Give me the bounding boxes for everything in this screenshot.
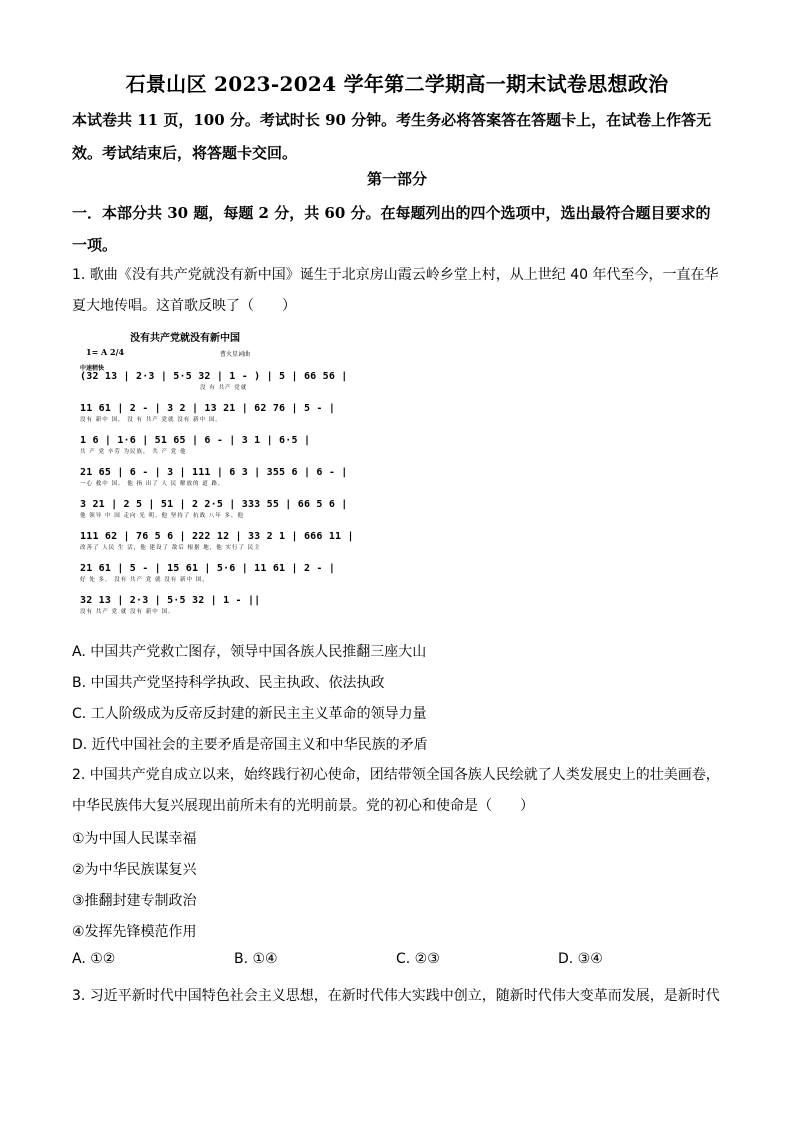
score-row xyxy=(80,531,354,551)
sheet-music-title: 没有共产党就没有新中国 xyxy=(130,333,240,344)
score-notes: 1 6 | 1·6 | 51 65 | 6 - | 3 1 | 6·5 | xyxy=(80,435,311,446)
score-lyrics: 一心 救中 国。 他 指 出了 人 民 解放的 道 路， xyxy=(80,481,225,487)
sheet-music-key: 1= A 2/4 xyxy=(86,347,125,357)
question-2-choice-c: C. ②③ xyxy=(396,951,440,967)
exam-instructions: 本试卷共 11 页，100 分。考试时长 90 分钟。考生务必将答案答在答题卡上，在试卷上作答无效。考试结束后，将答题卡交回。 xyxy=(72,111,712,162)
score-row xyxy=(80,403,336,423)
score-notes: 21 65 | 6 - | 3 | 111 | 6 3 | 355 6 | 6 - | xyxy=(80,467,348,478)
question-2-stem: 2. 中国共产党自成立以来，始终践行初心使命，团结带领全国各族人民绘就了人类发展史上的壮美画卷，中华民族伟大复兴展现出前所未有的光明前景。党的初心和使命是（ ） xyxy=(72,767,720,814)
score-notes: 111 62 | 76 5 6 | 222 12 | 33 2 1 | 666 11 | xyxy=(80,531,354,542)
score-lyrics: 他 领导 中 国 走向 光 明。他 坚持了 抗战 八年 多，他 xyxy=(80,513,244,519)
score-lyrics: 好 处 多。 没有 共产 党 就 没有 新中 国， xyxy=(80,577,209,583)
question-1-option-d: D. 近代中国社会的主要矛盾是帝国主义和中华民族的矛盾 xyxy=(72,737,428,753)
score-row xyxy=(80,435,311,455)
question-2-item: ③推翻封建专制政治 xyxy=(72,893,197,909)
question-2-choice-d: D. ③④ xyxy=(558,951,603,967)
sheet-music-credit: 曹火星词曲 xyxy=(220,351,251,358)
score-lyrics: 没有 新中 国， 没 有 共产 党就 没有 新中 国。 xyxy=(80,417,222,423)
score-notes: 21 61 | 5 - | 15 61 | 5·6 | 11 61 | 2 - | xyxy=(80,563,336,574)
question-1-option-c: C. 工人阶级成为反帝反封建的新民主主义革命的领导力量 xyxy=(72,706,427,722)
exam-title: 石景山区 2023-2024 学年第二学期高一期末试卷思想政治 xyxy=(125,72,669,96)
score-row xyxy=(80,467,348,487)
score-row xyxy=(80,595,300,615)
question-2-item: ①为中国人民谋幸福 xyxy=(72,831,197,847)
score-notes: 3 21 | 2 5 | 51 | 2 2·5 | 333 55 | 66 5 6 | xyxy=(80,499,348,510)
question-2-choice-b: B. ①④ xyxy=(234,951,278,967)
score-notes: (32 13 | 2·3 | 5·5 32 | 1 - ) | 5 | 66 56 | xyxy=(80,371,348,382)
question-1-option-b: B. 中国共产党坚持科学执政、民主执政、依法执政 xyxy=(72,675,385,691)
score-lyrics: 共 产 党 辛劳 为民族， 共 产 党 他 xyxy=(80,449,187,455)
section-instructions: 一．本部分共 30 题，每题 2 分，共 60 分。在每题列出的四个选项中，选出最符合题目要求的一项。 xyxy=(72,204,711,254)
question-2-choice-a: A. ①② xyxy=(72,951,116,967)
question-1-stem: 1. 歌曲《没有共产党就没有新中国》诞生于北京房山霞云岭乡堂上村，从上世纪 40 年代至今，一直在华夏大地传唱。这首歌反映了（ ） xyxy=(72,267,719,314)
sheet-music-tempo: 中速稍快 xyxy=(80,365,105,372)
score-notes: 11 61 | 2 - | 3 2 | 13 21 | 62 76 | 5 - | xyxy=(80,403,336,414)
score-row xyxy=(80,563,336,583)
question-2-item: ④发挥先锋模范作用 xyxy=(72,924,197,940)
sheet-music-figure xyxy=(80,325,354,625)
question-3-stem: 3. 习近平新时代中国特色社会主义思想，在新时代伟大实践中创立，随新时代伟大变革而发展，是新时代 xyxy=(72,988,720,1004)
score-lyrics: 没 有 共产 党就 xyxy=(200,385,248,391)
question-1-option-a: A. 中国共产党救亡图存，领导中国各族人民推翻三座大山 xyxy=(72,644,427,660)
question-2-item: ②为中华民族谋复兴 xyxy=(72,862,197,878)
score-lyrics: 没有 共产 党 就 没有 新中 国。 xyxy=(80,609,175,615)
score-row xyxy=(80,371,348,391)
score-row xyxy=(80,499,348,519)
score-lyrics: 改善了 人民 生 活，他 建设了 敌后 根据 地，他 实行了 民主 xyxy=(80,545,261,551)
score-notes: 32 13 | 2·3 | 5·5 32 | 1 - || xyxy=(80,595,261,606)
part-heading: 第一部分 xyxy=(366,170,427,188)
